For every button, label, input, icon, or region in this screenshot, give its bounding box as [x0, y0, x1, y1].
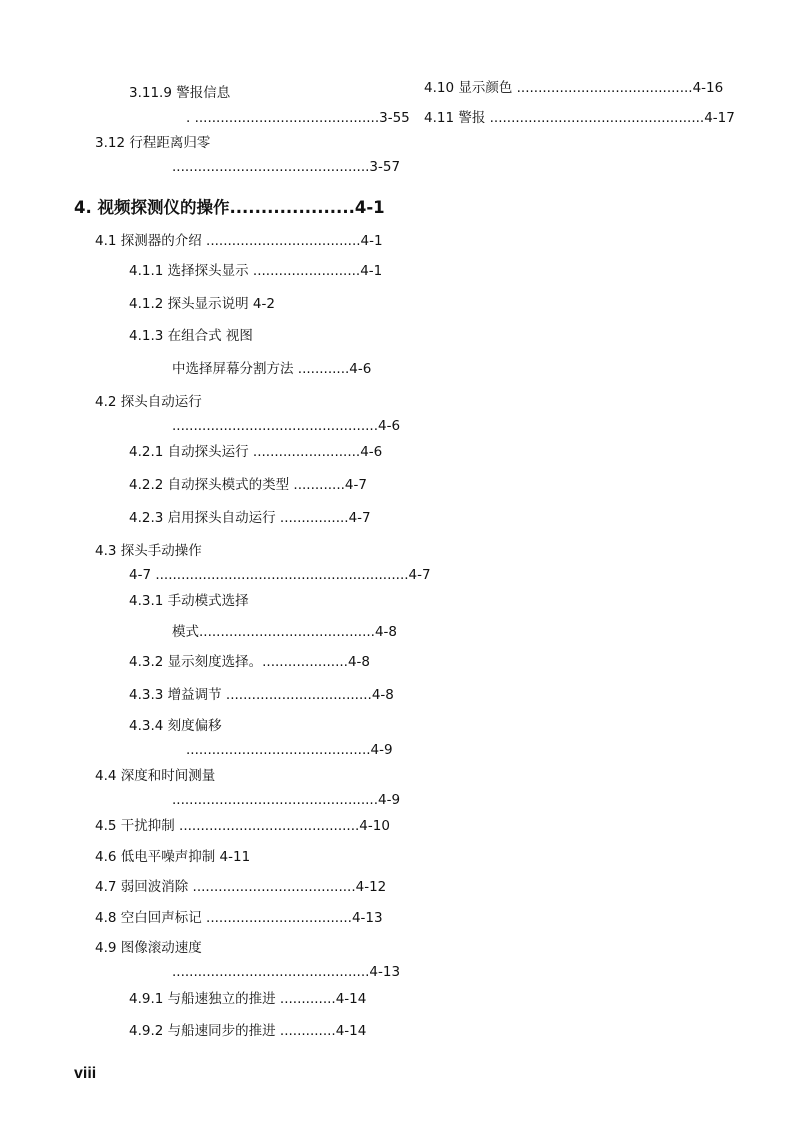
toc-entry-4-7[interactable]: 4.7 弱回波消除 ......................................4-12 [95, 879, 387, 895]
toc-entry-4-3-2[interactable]: 4.3.2 显示刻度选择。....................4-8 [129, 654, 371, 670]
toc-leader-3-11-9: . ...........................................3-55 [186, 110, 410, 126]
toc-leader-4-4: ................................................4-9 [172, 792, 401, 808]
toc-leader-4-3: 4-7 ...........................................................4-7 [129, 567, 431, 583]
toc-entry-4-6[interactable]: 4.6 低电平噪声抑制 4-11 [95, 849, 251, 865]
toc-entry-4-5[interactable]: 4.5 干扰抑制 ..........................................4-10 [95, 818, 390, 834]
toc-entry-4-1-3[interactable]: 4.1.3 在组合式 视图 [129, 328, 253, 344]
toc-entry-4-11[interactable]: 4.11 警报 ..................................................4-17 [424, 110, 735, 126]
toc-entry-4-3-4[interactable]: 4.3.4 刻度偏移 [129, 718, 222, 734]
toc-entry-4-1-1[interactable]: 4.1.1 选择探头显示 .........................4-1 [129, 263, 383, 279]
toc-entry-4-2[interactable]: 4.2 探头自动运行 [95, 394, 202, 410]
toc-chapter-4[interactable]: 4. 视频探测仪的操作....................4-1 [74, 198, 385, 217]
toc-entry-4-4[interactable]: 4.4 深度和时间测量 [95, 768, 216, 784]
toc-entry-4-1-2[interactable]: 4.1.2 探头显示说明 4-2 [129, 296, 275, 312]
toc-leader-4-9: ..............................................4-13 [172, 964, 401, 980]
toc-entry-4-2-3[interactable]: 4.2.3 启用探头自动运行 ................4-7 [129, 510, 371, 526]
toc-entry-4-8[interactable]: 4.8 空白回声标记 ..................................4-13 [95, 910, 383, 926]
toc-entry-3-12[interactable]: 3.12 行程距离归零 [95, 135, 211, 151]
toc-leader-4-2: ................................................4-6 [172, 418, 401, 434]
toc-leader-3-12: ..............................................3-57 [172, 159, 401, 175]
toc-entry-4-9-1[interactable]: 4.9.1 与船速独立的推进 .............4-14 [129, 991, 367, 1007]
toc-entry-4-3-1-cont[interactable]: 模式.........................................4-8 [172, 624, 397, 640]
toc-entry-4-9-2[interactable]: 4.9.2 与船速同步的推进 .............4-14 [129, 1023, 367, 1039]
page-number: viii [74, 1065, 97, 1082]
toc-entry-4-2-1[interactable]: 4.2.1 自动探头运行 .........................4-6 [129, 444, 383, 460]
toc-entry-4-9[interactable]: 4.9 图像滚动速度 [95, 940, 202, 956]
toc-entry-4-3-1[interactable]: 4.3.1 手动模式选择 [129, 593, 249, 609]
toc-entry-4-1-3-cont[interactable]: 中选择屏幕分割方法 ............4-6 [172, 361, 372, 377]
toc-entry-4-1[interactable]: 4.1 探测器的介绍 ....................................4-1 [95, 233, 383, 249]
toc-entry-4-2-2[interactable]: 4.2.2 自动探头模式的类型 ............4-7 [129, 477, 367, 493]
toc-entry-4-3[interactable]: 4.3 探头手动操作 [95, 543, 202, 559]
toc-entry-3-11-9[interactable]: 3.11.9 警报信息 [129, 85, 231, 101]
toc-entry-4-10[interactable]: 4.10 显示颜色 .........................................4-16 [424, 80, 724, 96]
toc-leader-4-3-4: ...........................................4-9 [186, 742, 393, 758]
toc-entry-4-3-3[interactable]: 4.3.3 增益调节 ..................................4-8 [129, 687, 394, 703]
